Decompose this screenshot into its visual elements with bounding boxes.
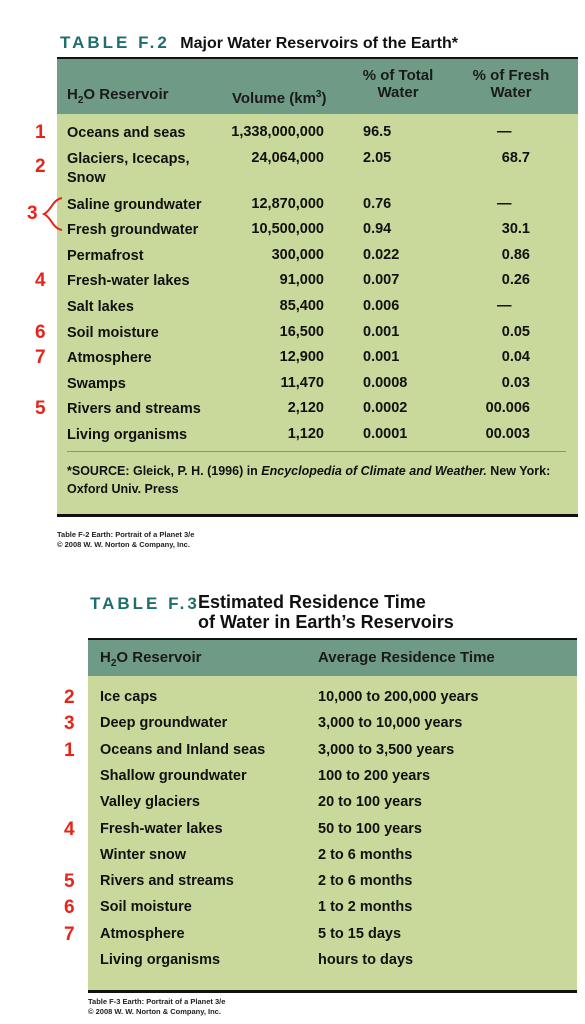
table-f2-reservoir-name xyxy=(67,298,134,317)
table-f3-reservoir-name: Valley glaciers xyxy=(100,794,200,811)
table-f2-volume: 1,120 xyxy=(287,426,324,442)
row-marker: 5 xyxy=(35,398,46,419)
row-marker: 5 xyxy=(64,871,75,893)
table-f2-pct-total: 0.022 xyxy=(363,247,400,263)
table-f3-residence-time: 20 to 100 years xyxy=(318,794,422,811)
table-f3-residence-time: 3,000 to 3,500 years xyxy=(318,741,455,758)
table-f2-volume: 2,120 xyxy=(287,400,324,416)
table-f2-pct-fresh: 30.1 xyxy=(501,221,530,237)
table-f2-volume: 1,338,000,000 xyxy=(231,124,324,140)
table-f2-volume: 12,900 xyxy=(279,349,324,365)
table-f2-header-pct-total: % of Total Water xyxy=(362,67,434,101)
table-f2-volume: 85,400 xyxy=(279,298,324,314)
reservoir-name-line: Permafrost xyxy=(67,248,144,264)
table-f2-bottom-rule xyxy=(57,514,578,517)
reservoir-name-line: Living organisms xyxy=(67,427,188,443)
reservoir-name-line: Rivers and streams xyxy=(67,401,201,417)
row-marker: 7 xyxy=(64,923,75,945)
table-f2-header-reservoir: $H_2O$ Reservoir xyxy=(67,86,169,106)
row-marker: 4 xyxy=(64,818,75,840)
table-f3-bottom-rule xyxy=(88,990,577,993)
reservoir-name-line: Glaciers, Icecaps, xyxy=(67,151,190,167)
table-f2-bracket-marker: 3 xyxy=(27,203,38,224)
table-f3-reservoir-name: Ice caps xyxy=(100,689,158,705)
table-f3-residence-time: 50 to 100 years xyxy=(318,820,422,837)
row-marker: 1 xyxy=(64,739,75,761)
table-f2-reservoir-name xyxy=(67,426,187,445)
row-marker: 4 xyxy=(35,270,46,291)
table-f2-pct-total: 0.007 xyxy=(363,272,400,288)
table-f2-pct-fresh: — xyxy=(497,196,512,212)
table-f3-residence-time: 5 to 15 days xyxy=(318,925,402,942)
reservoir-name-line: Fresh groundwater xyxy=(67,222,199,238)
table-f2-reservoir-name xyxy=(67,221,198,240)
table-f3-residence-time: 10,000 to 200,000 years xyxy=(318,689,479,705)
table-f3-reservoir-name: Oceans and Inland seas xyxy=(100,741,266,758)
table-f3-residence-time: 2 to 6 months xyxy=(318,846,413,863)
reservoir-name-line: Saline groundwater xyxy=(67,197,202,213)
table-f2-reservoir-name xyxy=(67,124,186,143)
table-f2-pct-total: 0.001 xyxy=(363,349,400,365)
table-f2-pct-total: 0.0001 xyxy=(363,426,408,442)
table-f2-pct-fresh: — xyxy=(497,124,512,140)
table-f2-reservoir-name xyxy=(67,196,202,215)
table-f2-pct-total: 0.0002 xyxy=(363,400,408,416)
reservoir-name-line: Soil moisture xyxy=(67,325,159,341)
table-f2-pct-total: 0.0008 xyxy=(363,375,408,391)
table-f2-pct-fresh: 0.05 xyxy=(501,324,530,340)
reservoir-name-line: Oceans and seas xyxy=(67,125,186,141)
table-f3-reservoir-name: Shallow groundwater xyxy=(100,767,247,784)
table-f2-pct-fresh: 0.26 xyxy=(501,272,530,288)
table-f3-residence-time: 2 to 6 months xyxy=(318,873,413,890)
table-f2-source: *SOURCE: Gleick, P. H. (1996) in Encyclopedia of Climate and Weather. New York: Oxford Univ. Press xyxy=(67,464,551,496)
row-marker: 2 xyxy=(64,687,75,708)
row-marker: 6 xyxy=(64,897,75,919)
table-f2-header-pct-fresh: % of Fresh Water xyxy=(472,67,550,101)
bracket-icon xyxy=(40,196,64,232)
table-f2-reservoir-name xyxy=(67,247,144,266)
table-f2-pct-total: 2.05 xyxy=(363,150,392,166)
table-f3-title: Estimated Residence Time of Water in Earth’s Reservoirs xyxy=(198,592,454,632)
table-f2-volume: 11,470 xyxy=(280,375,324,391)
table-f2-reservoir-name xyxy=(67,272,190,291)
table-f2-footnote-rule xyxy=(67,451,566,452)
row-marker: 1 xyxy=(35,122,46,143)
table-f2-pct-total: 0.001 xyxy=(363,324,400,340)
table-f3-header-time: Average Residence Time xyxy=(318,649,495,666)
table-f3-reservoir-name: Rivers and streams xyxy=(100,873,234,890)
row-marker: 2 xyxy=(35,156,46,177)
table-f3-reservoir-name: Fresh-water lakes xyxy=(100,820,223,837)
table-f3-reservoir-name: Winter snow xyxy=(100,846,187,863)
table-f3-reservoir-name: Soil moisture xyxy=(100,899,192,916)
table-f2-pct-total: 0.76 xyxy=(363,196,392,212)
table-f3-residence-time: hours to days xyxy=(318,952,414,968)
table-f2-pct-total: 96.5 xyxy=(363,124,392,140)
reservoir-name-line: Snow xyxy=(67,170,106,186)
reservoir-name-line: Swamps xyxy=(67,376,126,392)
table-f2-reservoir-name xyxy=(67,324,159,343)
table-f2-pct-fresh: 68.7 xyxy=(501,150,530,166)
reservoir-name-line: Fresh-water lakes xyxy=(67,273,190,289)
table-f2-pct-fresh: 00.003 xyxy=(485,426,530,442)
row-marker: 3 xyxy=(64,713,75,735)
table-f2-label: TABLE F.2 xyxy=(60,33,170,52)
table-f2-pct-fresh: — xyxy=(497,298,512,314)
table-f3-residence-time: 3,000 to 10,000 years xyxy=(318,715,463,732)
table-f2-volume: 10,500,000 xyxy=(251,221,324,237)
reservoir-name-line: Salt lakes xyxy=(67,299,134,315)
table-f3-label: TABLE F.3 xyxy=(90,594,200,613)
row-marker: 6 xyxy=(35,322,46,343)
table-f2-volume: 16,500 xyxy=(279,324,324,340)
table-f2-volume: 24,064,000 xyxy=(251,150,324,166)
table-f3-reservoir-name: Living organisms xyxy=(100,952,221,968)
table-f2-pct-fresh: 0.04 xyxy=(501,349,530,365)
table-f2-credit: Table F-2 Earth: Portrait of a Planet 3/e © 2008 W. W. Norton & Company, Inc. xyxy=(57,530,195,549)
table-f2-reservoir-name xyxy=(67,150,190,188)
table-f3-reservoir-name: Deep groundwater xyxy=(100,715,228,732)
table-f2-pct-total: 0.94 xyxy=(363,221,392,237)
table-f2-reservoir-name xyxy=(67,349,152,368)
table-f3-credit: Table F-3 Earth: Portrait of a Planet 3/e © 2008 W. W. Norton & Company, Inc. xyxy=(88,997,226,1016)
table-f2-reservoir-name xyxy=(67,375,126,394)
table-f2-pct-fresh: 0.86 xyxy=(501,247,530,263)
table-f2-pct-total: 0.006 xyxy=(363,298,400,314)
table-f2-pct-fresh: 00.006 xyxy=(485,400,530,416)
table-f3-reservoir-name: Atmosphere xyxy=(100,925,185,942)
table-f2-reservoir-name xyxy=(67,400,201,419)
reservoir-name-line: Atmosphere xyxy=(67,350,152,366)
table-f2-caption xyxy=(60,33,560,55)
table-f3-header-reservoir: $H_2O$ Reservoir xyxy=(100,649,202,669)
table-f2-title: Major Water Reservoirs of the Earth* xyxy=(180,35,458,52)
table-f2-volume: 91,000 xyxy=(279,272,324,288)
table-f3-residence-time: 100 to 200 years xyxy=(318,767,431,784)
table-f3-residence-time: 1 to 2 months xyxy=(318,899,413,916)
table-f2-pct-fresh: 0.03 xyxy=(501,375,530,391)
table-f2-header-volume: Volume $(km^3)$ xyxy=(232,89,327,107)
row-marker: 7 xyxy=(35,347,46,368)
table-f2-volume: 12,870,000 xyxy=(251,196,324,212)
table-f2-volume: 300,000 xyxy=(271,247,324,263)
